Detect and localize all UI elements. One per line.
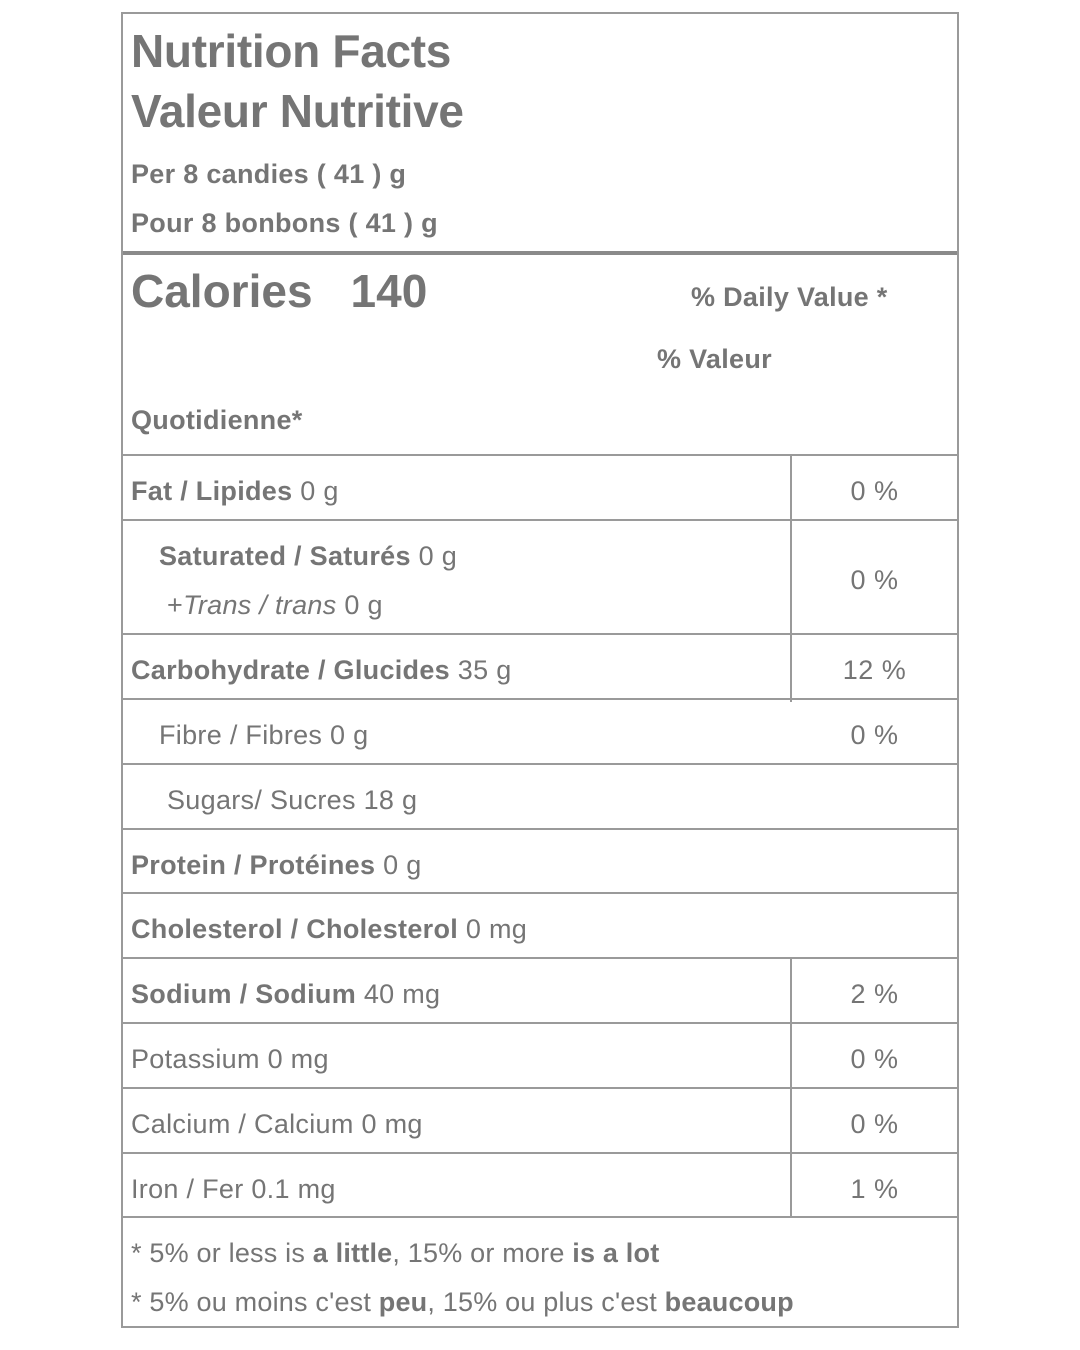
footnote-little: a little <box>312 1238 393 1268</box>
protein-row <box>131 850 422 881</box>
potassium-amount: 0 mg <box>267 1044 329 1074</box>
saturated-row <box>159 541 457 572</box>
footnote-en: * 5% or less is a little, 15% or more is a lot <box>131 1238 660 1268</box>
carbohydrate-amount: 35 g <box>457 655 512 685</box>
column-divider <box>790 957 792 1218</box>
fibre-amount: 0 g <box>330 720 369 750</box>
footnote-beaucoup: beaucoup <box>664 1287 794 1317</box>
trans-prefix: + <box>167 590 184 620</box>
carbohydrate-label: Carbohydrate / Glucides <box>131 655 450 685</box>
iron-dv: 1 % <box>850 1174 899 1204</box>
footnote-peu: peu <box>378 1287 428 1317</box>
divider <box>123 698 957 700</box>
footnote-lot: is a lot <box>572 1238 660 1268</box>
fibre-dv: 0 % <box>850 720 899 750</box>
trans-amount: 0 g <box>344 590 383 620</box>
sodium-dv: 2 % <box>850 979 899 1009</box>
daily-value-header-fr-2: Quotidienne* <box>131 405 303 435</box>
cholesterol-label: Cholesterol / Cholesterol <box>131 914 459 944</box>
divider <box>123 519 957 521</box>
title-en: Nutrition Facts <box>131 25 452 77</box>
fat-row <box>131 476 339 507</box>
fibre-label: Fibre / Fibres <box>159 720 323 750</box>
trans-row <box>167 590 383 621</box>
divider <box>123 1152 957 1154</box>
protein-label: Protein / Protéines <box>131 850 376 880</box>
sodium-row <box>131 979 440 1010</box>
sodium-label: Sodium / Sodium <box>131 979 356 1009</box>
iron-row <box>131 1174 336 1205</box>
carbohydrate-dv: 12 % <box>842 655 907 685</box>
divider <box>123 454 957 456</box>
iron-amount: 0.1 mg <box>251 1174 336 1204</box>
calories-row <box>131 264 427 318</box>
calcium-row <box>131 1109 423 1140</box>
thick-divider <box>123 251 957 255</box>
calcium-amount: 0 mg <box>361 1109 423 1139</box>
carbohydrate-row <box>131 655 512 686</box>
trans-label: Trans / trans <box>183 590 337 620</box>
divider <box>123 957 957 959</box>
saturated-trans-dv: 0 % <box>850 565 899 595</box>
divider <box>123 892 957 894</box>
fat-dv: 0 % <box>850 476 899 506</box>
divider <box>123 1022 957 1024</box>
daily-value-header: % Daily Value * <box>691 282 888 312</box>
potassium-dv: 0 % <box>850 1044 899 1074</box>
iron-label: Iron / Fer <box>131 1174 244 1204</box>
footnote-fr: * 5% ou moins c'est peu, 15% ou plus c'est beaucoup <box>131 1287 794 1317</box>
sodium-amount: 40 mg <box>363 979 441 1009</box>
cholesterol-row <box>131 914 527 945</box>
calories-value: 140 <box>350 265 428 317</box>
fibre-row <box>159 720 368 751</box>
calcium-label: Calcium / Calcium <box>131 1109 354 1139</box>
daily-value-header-fr: % Valeur <box>657 344 772 374</box>
protein-amount: 0 g <box>383 850 422 880</box>
saturated-label: Saturated / Saturés <box>159 541 411 571</box>
sugars-amount: 18 g <box>363 785 418 815</box>
sugars-row <box>167 785 417 816</box>
serving-size-fr: Pour 8 bonbons ( 41 ) g <box>131 208 438 238</box>
divider <box>123 633 957 635</box>
divider <box>123 1087 957 1089</box>
calcium-dv: 0 % <box>850 1109 899 1139</box>
fat-label: Fat / Lipides <box>131 476 293 506</box>
sugars-label: Sugars/ Sucres <box>167 785 356 815</box>
divider <box>123 763 957 765</box>
serving-size-en: Per 8 candies ( 41 ) g <box>131 159 407 189</box>
potassium-row <box>131 1044 329 1075</box>
calories-label: Calories <box>131 265 313 317</box>
cholesterol-amount: 0 mg <box>465 914 528 944</box>
divider <box>123 1216 957 1218</box>
column-divider <box>790 454 792 702</box>
divider <box>123 828 957 830</box>
saturated-amount: 0 g <box>418 541 458 571</box>
potassium-label: Potassium <box>131 1044 260 1074</box>
fat-amount: 0 g <box>300 476 339 506</box>
nutrition-facts-table <box>121 12 959 1328</box>
title-fr: Valeur Nutritive <box>131 85 464 137</box>
